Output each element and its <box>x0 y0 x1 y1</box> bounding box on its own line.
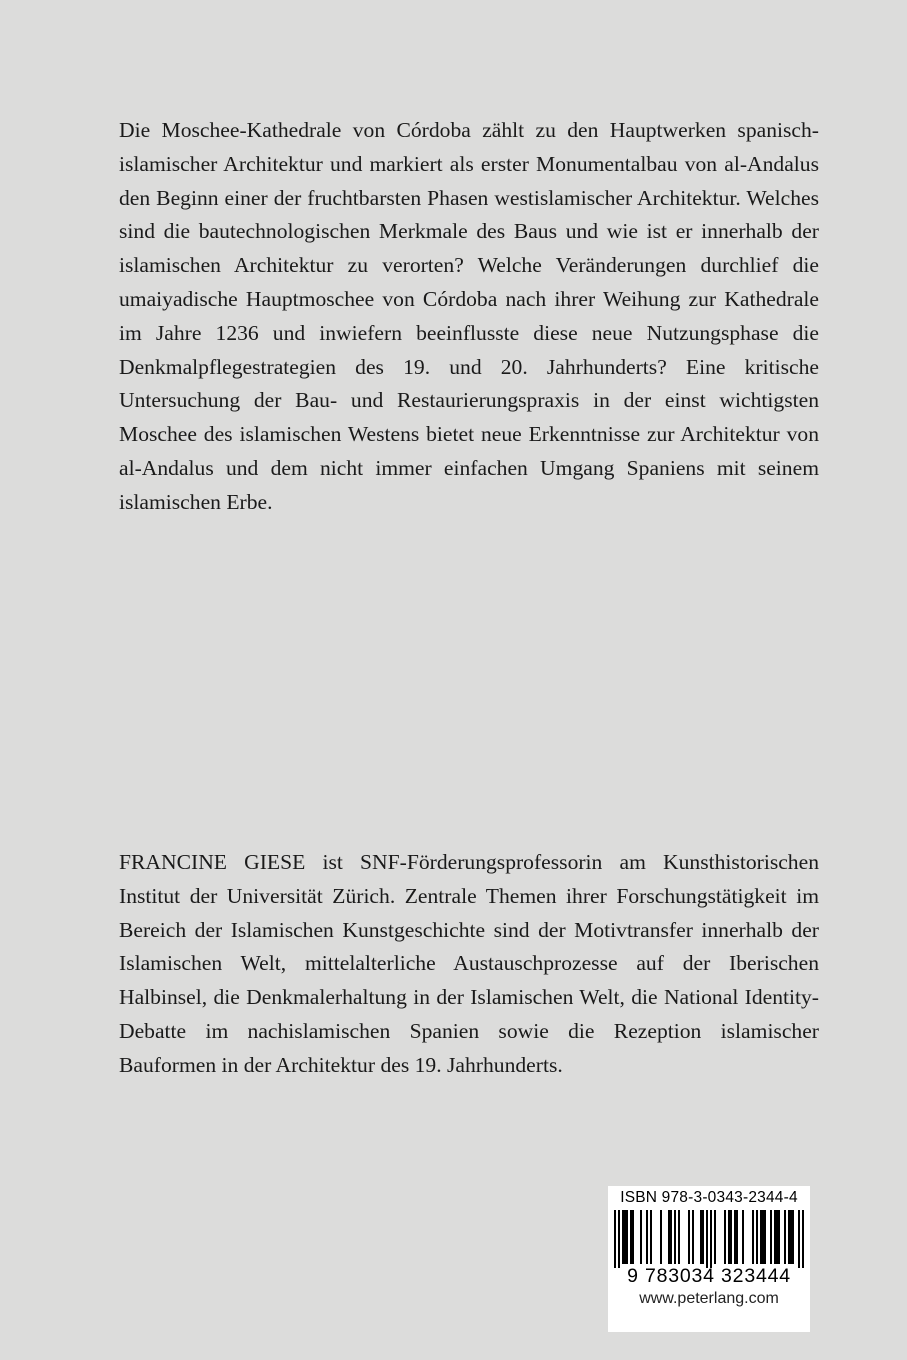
barcode-bar <box>650 1210 652 1264</box>
barcode-bar <box>760 1210 762 1264</box>
barcode-bar <box>764 1210 766 1264</box>
barcode-bar <box>792 1210 794 1264</box>
barcode-bar <box>622 1210 624 1264</box>
barcode-bar <box>774 1210 776 1264</box>
barcode-bar <box>736 1210 738 1264</box>
barcode-bar <box>790 1210 792 1264</box>
barcode-image <box>612 1210 806 1268</box>
barcode-bar <box>670 1210 672 1264</box>
barcode-bar <box>688 1210 690 1264</box>
publisher-url: www.peterlang.com <box>639 1290 779 1307</box>
barcode-bar <box>798 1210 800 1268</box>
barcode-bar <box>724 1210 726 1264</box>
barcode-bar <box>752 1210 754 1264</box>
barcode-bar <box>762 1210 764 1264</box>
barcode-bar <box>770 1210 772 1264</box>
barcode-bar <box>714 1210 716 1264</box>
barcode-bar <box>692 1210 694 1264</box>
isbn-label: ISBN 978-3-0343-2344-4 <box>620 1189 798 1206</box>
barcode-bar <box>678 1210 680 1264</box>
barcode-bar <box>660 1210 662 1264</box>
barcode-bar <box>710 1210 712 1268</box>
barcode-bar <box>640 1210 642 1264</box>
barcode-bar <box>646 1210 648 1264</box>
barcode-bar <box>668 1210 670 1264</box>
barcode-bar <box>618 1210 620 1268</box>
barcode-bar <box>626 1210 628 1264</box>
barcode-bar <box>730 1210 732 1264</box>
barcode-bar <box>788 1210 790 1264</box>
barcode-bar <box>756 1210 758 1264</box>
barcode-bar <box>784 1210 786 1264</box>
barcode-bar <box>624 1210 626 1264</box>
book-blurb: Die Moschee-Kathedrale von Córdoba zählt zu den Hauptwerken spanisch-islamischer Architektur und markiert als erster Monumentalbau von al-Andalus den Beginn einer der fruchtbarsten Phasen westislamischer Architektur. Welches sind die bautechnologischen Merkmale des Baus und wie ist er innerhalb der islamischen Architektur zu verorten? Welche Veränderungen durchlief die umaiyadische Hauptmoschee von Córdoba nach ihrer Weihung zur Kathedrale im Jahre 1236 und inwiefern beeinflusste diese neue Nutzungsphase die Denkmalpflegestrategien des 19. und 20. Jahrhunderts? Eine kritische Untersuchung der Bau- und Restaurierungspraxis in der einst wichtigsten Moschee des islamischen Westens bietet neue Erkenntnisse zur Architektur von al-Andalus und dem nicht immer einfachen Umgang Spaniens mit seinem islamischen Erbe. <box>119 118 819 514</box>
barcode-bar <box>632 1210 634 1264</box>
barcode-bar <box>734 1210 736 1264</box>
barcode-bar <box>776 1210 778 1264</box>
isbn-barcode-box <box>608 1186 810 1332</box>
barcode-bar <box>614 1210 616 1268</box>
barcode-bar <box>700 1210 702 1264</box>
barcode-bar <box>674 1210 676 1264</box>
barcode-bar <box>742 1210 744 1264</box>
barcode-bar <box>802 1210 804 1268</box>
barcode-bar <box>706 1210 708 1268</box>
barcode-bar <box>702 1210 704 1264</box>
barcode-bar <box>728 1210 730 1264</box>
barcode-bar <box>778 1210 780 1264</box>
barcode-bar <box>630 1210 632 1264</box>
author-bio: FRANCINE GIESE ist SNF-Förderungsprofessorin am Kunsthistorischen Institut der Universität Zürich. Zentrale Themen ihrer Forschungstätigkeit im Bereich der Islamischen Kunstgeschichte sind der Motivtransfer innerhalb der Islamischen Welt, mittelalterliche Austauschprozesse auf der Iberischen Halbinsel, die Denkmalerhaltung in der Islamischen Welt, die National Identity-Debatte im nachislamischen Spanien sowie die Rezeption islamischer Bauformen in der Architektur des 19. Jahrhunderts. <box>119 850 819 1077</box>
barcode-digits: 9 783034 323444 <box>627 1265 791 1287</box>
